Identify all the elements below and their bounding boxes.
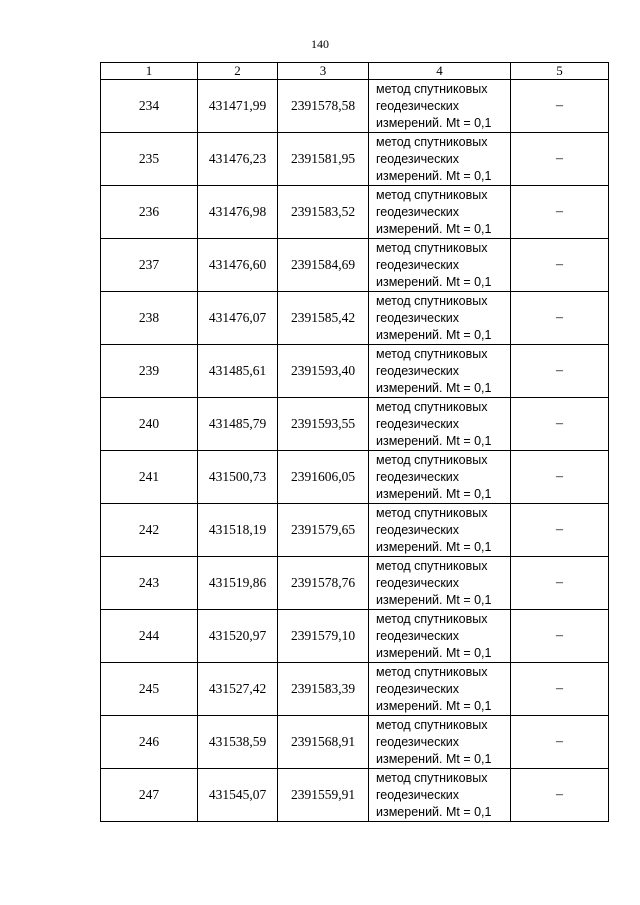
method-line: измерений. Mt = 0,1 [376, 698, 492, 713]
note-cell: – [511, 716, 609, 769]
point-number-cell: 245 [101, 663, 198, 716]
method-cell [369, 663, 511, 716]
method-line: геодезических [376, 416, 460, 431]
method-line: геодезических [376, 787, 460, 802]
y-coordinate-cell: 2391593,55 [278, 398, 369, 451]
column-header: 3 [278, 63, 369, 80]
method-cell [369, 716, 511, 769]
note-cell: – [511, 769, 609, 822]
method-line: измерений. Mt = 0,1 [376, 433, 492, 448]
method-line: измерений. Mt = 0,1 [376, 751, 492, 766]
point-number-cell: 241 [101, 451, 198, 504]
column-header: 5 [511, 63, 609, 80]
x-coordinate-cell: 431476,23 [198, 133, 278, 186]
table-row [101, 80, 609, 133]
x-coordinate-cell: 431545,07 [198, 769, 278, 822]
x-coordinate-cell: 431519,86 [198, 557, 278, 610]
method-line: метод спутниковых [376, 293, 488, 308]
point-number-cell: 242 [101, 504, 198, 557]
x-coordinate-cell: 431485,79 [198, 398, 278, 451]
method-line: геодезических [376, 522, 460, 537]
x-coordinate-cell: 431500,73 [198, 451, 278, 504]
point-number-cell: 247 [101, 769, 198, 822]
method-line: геодезических [376, 204, 460, 219]
method-line: измерений. Mt = 0,1 [376, 645, 492, 660]
note-cell: – [511, 610, 609, 663]
table-row [101, 398, 609, 451]
method-cell [369, 610, 511, 663]
method-cell [369, 769, 511, 822]
note-cell: – [511, 292, 609, 345]
method-line: геодезических [376, 151, 460, 166]
table-row [101, 133, 609, 186]
method-cell [369, 133, 511, 186]
method-cell [369, 398, 511, 451]
x-coordinate-cell: 431520,97 [198, 610, 278, 663]
x-coordinate-cell: 431527,42 [198, 663, 278, 716]
y-coordinate-cell: 2391583,39 [278, 663, 369, 716]
method-line: метод спутниковых [376, 346, 488, 361]
method-line: измерений. Mt = 0,1 [376, 804, 492, 819]
y-coordinate-cell: 2391593,40 [278, 345, 369, 398]
method-line: измерений. Mt = 0,1 [376, 539, 492, 554]
y-coordinate-cell: 2391583,52 [278, 186, 369, 239]
table-row [101, 663, 609, 716]
method-cell [369, 292, 511, 345]
method-cell [369, 186, 511, 239]
method-line: геодезических [376, 310, 460, 325]
method-line: геодезических [376, 469, 460, 484]
method-line: геодезических [376, 628, 460, 643]
table-row [101, 186, 609, 239]
table-row [101, 451, 609, 504]
column-header: 2 [198, 63, 278, 80]
method-line: измерений. Mt = 0,1 [376, 327, 492, 342]
y-coordinate-cell: 2391585,42 [278, 292, 369, 345]
table-row [101, 345, 609, 398]
column-header: 4 [369, 63, 511, 80]
column-header: 1 [101, 63, 198, 80]
x-coordinate-cell: 431518,19 [198, 504, 278, 557]
table-body [101, 80, 609, 822]
point-number-cell: 246 [101, 716, 198, 769]
table-row [101, 292, 609, 345]
x-coordinate-cell: 431485,61 [198, 345, 278, 398]
y-coordinate-cell: 2391568,91 [278, 716, 369, 769]
method-line: метод спутниковых [376, 558, 488, 573]
y-coordinate-cell: 2391581,95 [278, 133, 369, 186]
x-coordinate-cell: 431476,98 [198, 186, 278, 239]
point-number-cell: 243 [101, 557, 198, 610]
point-number-cell: 235 [101, 133, 198, 186]
note-cell: – [511, 239, 609, 292]
point-number-cell: 234 [101, 80, 198, 133]
method-line: измерений. Mt = 0,1 [376, 221, 492, 236]
y-coordinate-cell: 2391559,91 [278, 769, 369, 822]
y-coordinate-cell: 2391584,69 [278, 239, 369, 292]
table-row [101, 769, 609, 822]
method-line: метод спутниковых [376, 717, 488, 732]
method-line: геодезических [376, 681, 460, 696]
method-line: измерений. Mt = 0,1 [376, 380, 492, 395]
method-line: геодезических [376, 575, 460, 590]
method-line: метод спутниковых [376, 187, 488, 202]
y-coordinate-cell: 2391579,65 [278, 504, 369, 557]
method-cell [369, 239, 511, 292]
method-line: измерений. Mt = 0,1 [376, 274, 492, 289]
point-number-cell: 238 [101, 292, 198, 345]
method-line: метод спутниковых [376, 240, 488, 255]
x-coordinate-cell: 431471,99 [198, 80, 278, 133]
note-cell: – [511, 80, 609, 133]
page-number: 140 [311, 37, 329, 51]
method-cell [369, 557, 511, 610]
method-line: метод спутниковых [376, 770, 488, 785]
method-cell [369, 504, 511, 557]
method-line: метод спутниковых [376, 399, 488, 414]
method-line: измерений. Mt = 0,1 [376, 486, 492, 501]
point-number-cell: 240 [101, 398, 198, 451]
note-cell: – [511, 398, 609, 451]
point-number-cell: 237 [101, 239, 198, 292]
note-cell: – [511, 345, 609, 398]
x-coordinate-cell: 431476,07 [198, 292, 278, 345]
table-row [101, 610, 609, 663]
note-cell: – [511, 504, 609, 557]
method-line: геодезических [376, 734, 460, 749]
method-cell [369, 80, 511, 133]
note-cell: – [511, 186, 609, 239]
method-line: измерений. Mt = 0,1 [376, 115, 492, 130]
method-line: геодезических [376, 363, 460, 378]
table-row [101, 239, 609, 292]
point-number-cell: 236 [101, 186, 198, 239]
table-row [101, 716, 609, 769]
method-line: метод спутниковых [376, 664, 488, 679]
point-number-cell: 244 [101, 610, 198, 663]
note-cell: – [511, 663, 609, 716]
method-line: метод спутниковых [376, 505, 488, 520]
table-row [101, 504, 609, 557]
method-line: метод спутниковых [376, 81, 488, 96]
y-coordinate-cell: 2391578,58 [278, 80, 369, 133]
point-number-cell: 239 [101, 345, 198, 398]
note-cell: – [511, 451, 609, 504]
table-header-row [101, 63, 609, 80]
x-coordinate-cell: 431476,60 [198, 239, 278, 292]
y-coordinate-cell: 2391606,05 [278, 451, 369, 504]
x-coordinate-cell: 431538,59 [198, 716, 278, 769]
y-coordinate-cell: 2391578,76 [278, 557, 369, 610]
method-line: измерений. Mt = 0,1 [376, 168, 492, 183]
method-line: метод спутниковых [376, 452, 488, 467]
note-cell: – [511, 557, 609, 610]
method-line: метод спутниковых [376, 611, 488, 626]
method-cell [369, 451, 511, 504]
method-line: геодезических [376, 98, 460, 113]
coordinates-table [100, 62, 609, 822]
method-line: геодезических [376, 257, 460, 272]
table-row [101, 557, 609, 610]
method-line: измерений. Mt = 0,1 [376, 592, 492, 607]
method-cell [369, 345, 511, 398]
y-coordinate-cell: 2391579,10 [278, 610, 369, 663]
method-line: метод спутниковых [376, 134, 488, 149]
note-cell: – [511, 133, 609, 186]
